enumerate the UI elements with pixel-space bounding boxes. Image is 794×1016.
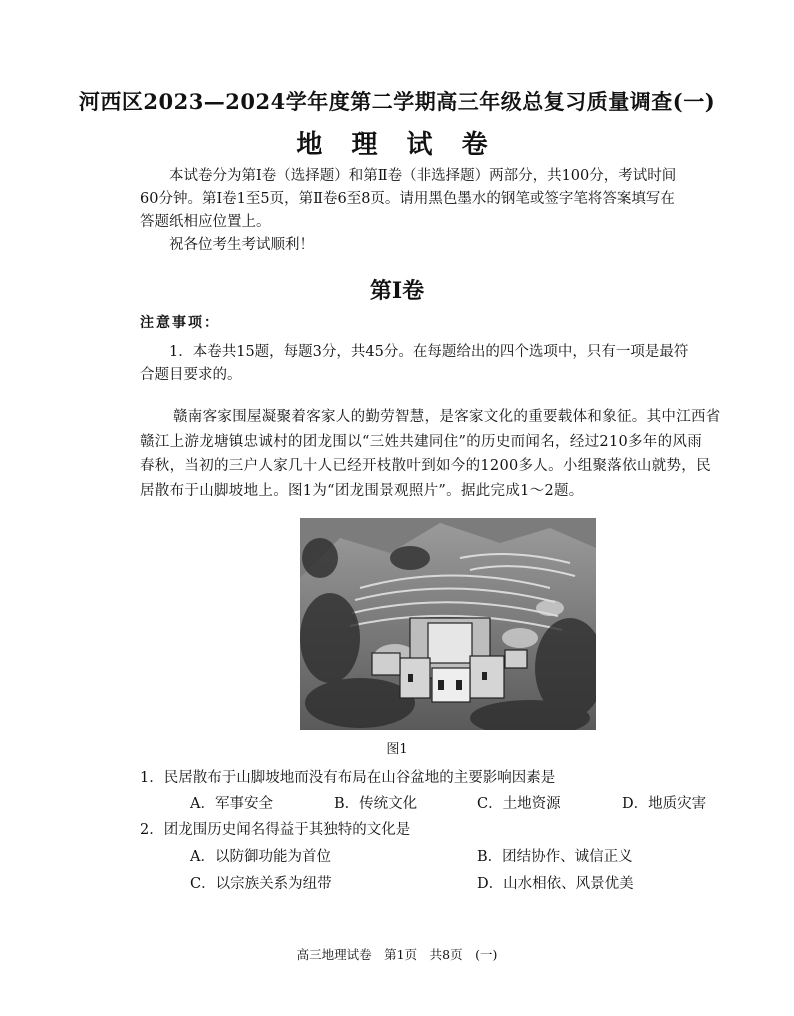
instruction-line: 60分钟。第Ⅰ卷1至5页，第Ⅱ卷6至8页。请用黑色墨水的钢笔或签字笔将答案填写在 <box>140 191 675 207</box>
question-1-stem: 1．民居散布于山脚坡地而没有布局在山谷盆地的主要影响因素是 <box>140 770 556 786</box>
q1-option-b: B．传统文化 <box>334 796 418 812</box>
rule-line: 1．本卷共15题，每题3分，共45分。在每题给出的四个选项中，只有一项是最符 <box>169 344 689 360</box>
page-footer: 高三地理试卷 第1页 共8页 (一) <box>296 947 498 962</box>
exam-instructions <box>140 165 720 257</box>
q1-option-c: C．土地资源 <box>477 796 561 812</box>
q2-option-b: B．团结协作、诚信正义 <box>477 849 633 865</box>
instruction-line: 本试卷分为第Ⅰ卷（选择题）和第Ⅱ卷（非选择题）两部分，共100分，考试时间 <box>169 168 677 184</box>
passage-line: 春秋，当初的三户人家几十人已经开枝散叶到如今的1200多人。小组聚落依山就势，民 <box>140 458 711 474</box>
exam-title: 河西区2023—2024学年度第二学期高三年级总复习质量调查(一) <box>78 89 716 114</box>
passage-line: 赣南客家围屋凝聚着客家人的勤劳智慧，是客家文化的重要载体和象征。其中江西省 <box>173 409 721 425</box>
section-title: 第Ⅰ卷 <box>369 278 425 304</box>
q1-option-a: A．军事安全 <box>190 796 273 812</box>
question-2-stem: 2．团龙围历史闻名得益于其独特的文化是 <box>140 822 411 838</box>
exam-subject-title: 地 理 试 卷 <box>296 130 498 160</box>
notice-label: 注意事项： <box>140 315 220 331</box>
figure-caption: 图1 <box>386 742 408 757</box>
tuanlong-landscape-photo <box>300 518 596 730</box>
reading-passage <box>140 405 730 503</box>
q2-option-a: A．以防御功能为首位 <box>190 849 331 865</box>
good-luck-line: 祝各位考生考试顺利！ <box>169 237 314 253</box>
q2-option-c: C．以宗族关系为纽带 <box>190 876 332 892</box>
passage-line: 赣江上游龙塘镇忠诚村的团龙围以“三姓共建同住”的历史而闻名，经过210多年的风雨 <box>140 433 702 450</box>
passage-line: 居散布于山脚坡地上。图1为“团龙围景观照片”。据此完成1～2题。 <box>140 482 584 499</box>
instruction-line: 答题纸相应位置上。 <box>140 214 271 230</box>
q2-option-d: D．山水相依、风景优美 <box>477 876 634 892</box>
rule-line: 合题目要求的。 <box>140 367 242 383</box>
q1-option-d: D．地质灾害 <box>622 796 707 812</box>
section-rules <box>140 341 720 387</box>
